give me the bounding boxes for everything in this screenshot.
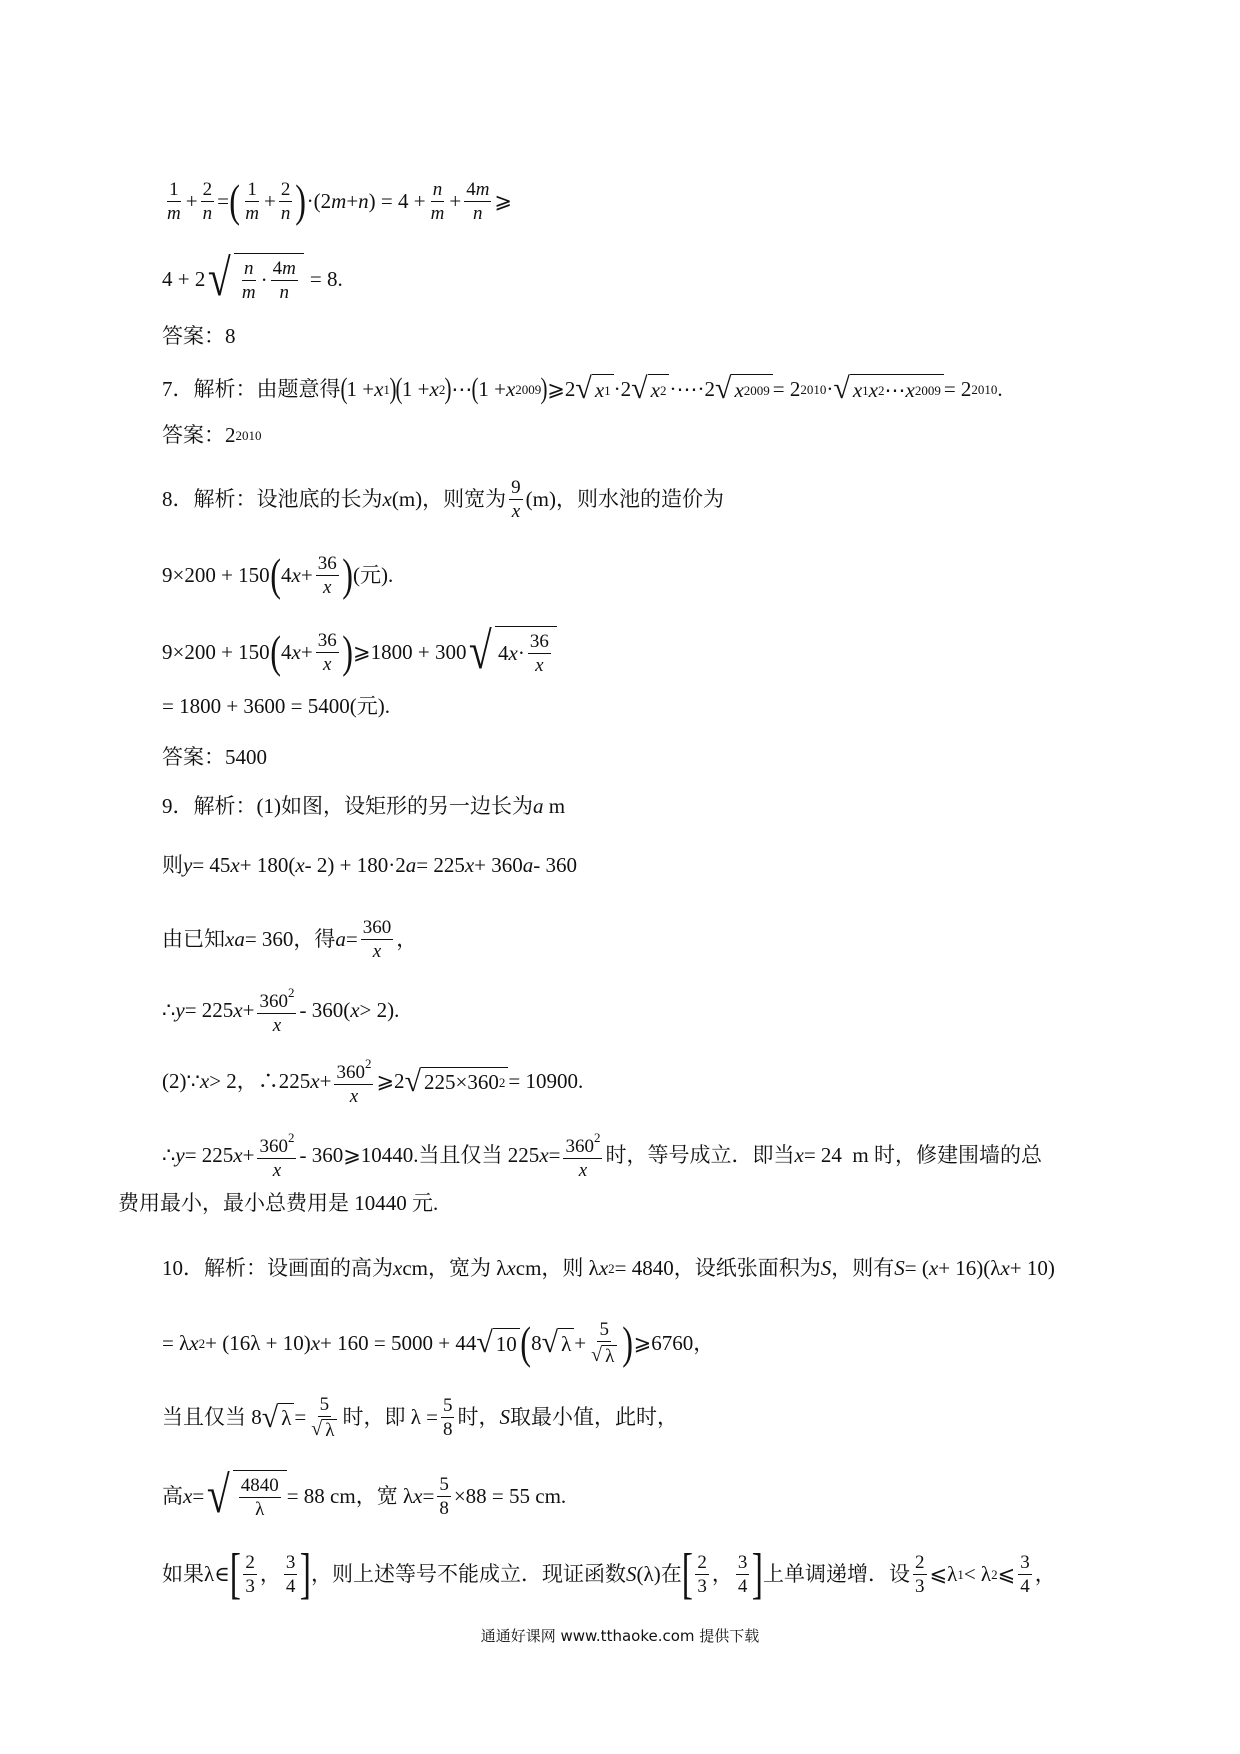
math-line-17: 费用最小，最小总费用是 10440 元. bbox=[118, 1191, 439, 1215]
math-line-8: 9×200 + 150 ( 4 x + 36 x ) ⩾1800 + 300 √ 4 x · 36 x bbox=[162, 626, 557, 678]
solution-7: 7．解析：由题意得 ( 1 + x 1 ) ( 1 + x 2 ) ⋯ ( 1 + x 2009 ) ⩾2 √ x 1 ·2 √ x 2 ·⋯·2 √ x 2009 = 2 2010 · √ x 1 x 2 ⋯ x 2009 = 2 2010 . bbox=[162, 372, 1003, 405]
math-line-13: 由已知 xa = 360，得 a = 360 x ， bbox=[162, 917, 418, 962]
math-line-14: ∴ y = 225 x + $360^2$ x - 360( x > 2). bbox=[162, 985, 400, 1036]
answer-7: 答案：2 2010 bbox=[162, 423, 262, 447]
math-line-21: 高 x = √ 4840 λ = 88 cm，宽 λ x = 5 8 ×88 = 55 cm. bbox=[162, 1467, 567, 1524]
answer-6: 答案：8 bbox=[162, 324, 236, 348]
math-line-9: = 1800 + 3600 = 5400(元). bbox=[162, 694, 391, 718]
page-footer: 通通好课网 www.tthaoke.com 提供下载 bbox=[480, 1627, 760, 1645]
math-line-15: (2)∵ x > 2，∴225 x + $360^2$ x ⩾2 √ 225×360 2 = 10900. bbox=[162, 1056, 584, 1107]
math-line-20: 当且仅当 8 √ λ = 5 √ λ 时，即 λ = 5 8 时， S 取最小值，此时， bbox=[162, 1394, 678, 1442]
solution-8: 8．解析：设池底的长为 x (m)，则宽为 9 x (m)，则水池的造价为 bbox=[162, 477, 724, 522]
math-line-2: 4 + 2 √ n m · 4m n = 8. bbox=[162, 250, 343, 307]
math-line-1: 1 m + 2 n = ( 1 m + 2 n ) ·(2 m + n ) = 4 + n m + 4m n ⩾ bbox=[167, 175, 513, 226]
math-line-22: 如果λ∈ [ 2 3 ， 3 4 ] ，则上述等号不能成立．现证函数 S (λ)在 [ 2 3 ， 3 4 ] 上单调递增．设 2 3 ⩽λ 1 < λ 2 ⩽ 3 4 ， bbox=[162, 1543, 1056, 1605]
solution-9: 9．解析：(1)如图，设矩形的另一边长为 a m bbox=[162, 794, 566, 818]
solution-10: 10．解析：设画面的高为 x cm，宽为 λ x cm，则 λ x 2 = 4840，设纸张面积为 S ，则有 S = ( x + 16)(λ x + 10) bbox=[162, 1256, 1055, 1280]
answer-8: 答案：5400 bbox=[162, 745, 267, 769]
math-line-19: = λ x 2 + (16λ + 10) x + 160 = 5000 + 44 √ 10 ( 8 √ λ + 5 √ λ ) ⩾6760， bbox=[162, 1317, 715, 1368]
math-line-16: ∴ y = 225 x + $360^2$ x - 360⩾10440.当且仅当 225 x = $360^2$ x 时，等号成立．即当 x = 24 m 时，修建围墙的总 bbox=[162, 1130, 1042, 1181]
math-line-12: 则 y = 45 x + 180( x - 2) + 180·2 a = 225 x + 360 a - 360 bbox=[162, 853, 578, 877]
math-line-7: 9×200 + 150 ( 4 x + 36 x ) (元). bbox=[162, 549, 394, 600]
